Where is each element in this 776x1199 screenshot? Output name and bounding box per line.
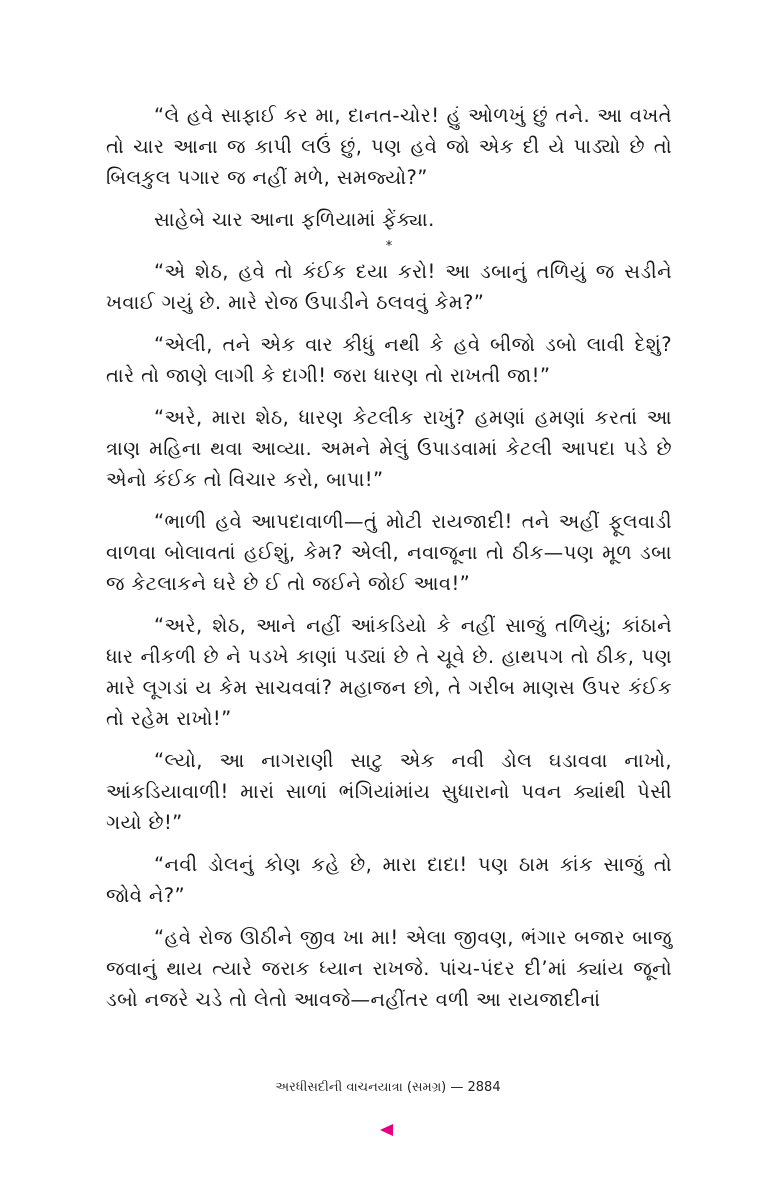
paragraph: સાહેબે ચાર આના ફળિયામાં ફેંક્યા.: [154, 208, 435, 231]
paragraph: “એલી, તને એક વાર કીધું નથી કે હવે બીજો ડબો લાવી દેશું? તારે તો જાણે લાગી કે દાગી! જરા ધારણ તો રાખતી જા!”: [106, 333, 672, 387]
page-footer: અરધીસદીની વાચનયાત્રા (સમગ્ર) — 2884: [275, 1080, 501, 1095]
section-separator: *: [385, 239, 393, 254]
paragraph: “એ શેઠ, હવે તો કંઈક દયા કરો! આ ડબાનું તળિયું જ સડીને ખવાઈ ગયું છે. મારે રોજ ઉપાડીને ઠલવવું કેમ?”: [106, 260, 672, 314]
body-text: [106, 100, 672, 1026]
paragraph: “હવે રોજ ઊઠીને જીવ ખા મા! એલા જીવણ, ભંગાર બજાર બાજુ જવાનું થાય ત્યારે જરાક ધ્યાન રાખજે. પાંચ-પંદર દી’માં ક્યાંય જૂનો ડબો નજરે ચડે તો લેતો આવજે—નહીંતર વળી આ રાયજાદીનાં: [106, 926, 672, 1011]
paragraph: “લે હવે સાફાઈ કર મા, દાનત-ચોર! હું ઓળખું છું તને. આ વખતે તો ચાર આના જ કાપી લઉં છું, પણ હવે જો એક દી યે પાડ્યો છે તો બિલકુલ પગાર જ નહીં મળે, સમજ્યો?”: [106, 104, 672, 189]
paragraph: “નવી ડોલનું કોણ કહે છે, મારા દાદા! પણ ઠામ કાંક સાજું તો જોવે ને?”: [106, 853, 672, 907]
paragraph: “અરે, મારા શેઠ, ધારણ કેટલીક રાખું? હમણાં હમણાં કરતાં આ ત્રાણ મહિના થવા આવ્યા. અમને મેલું ઉપાડવામાં કેટલી આપદા પડે છે એનો કંઈક તો વિચાર કરો, બાપા!”: [106, 406, 672, 491]
paragraph: “અરે, શેઠ, આને નહીં આંકડિયો કે નહીં સાજું તળિયું; કાંઠાને ધાર નીકળી છે ને પડખે કાણાં પડ્યાં છે તે ચૂવે છે. હાથપગ તો ઠીક, પણ મારે લૂગડાં ય કેમ સાચવવાં? મહાજન છો, તે ગરીબ માણસ ઉપર કંઈક તો રહેમ રાખો!”: [106, 614, 672, 730]
paragraph: “ભાળી હવે આપદાવાળી—તું મોટી રાયજાદી! તને અહીં ફૂલવાડી વાળવા બોલાવતાં હઈશું, કેમ? એલી, નવાજૂના તો ઠીક—પણ મૂળ ડબા જ કેટલાકને ઘરે છે ઈ તો જઈને જોઈ આવ!”: [106, 510, 672, 595]
previous-page-arrow-icon[interactable]: [378, 1122, 398, 1142]
paragraph: “લ્યો, આ નાગરાણી સાટુ એક નવી ડોલ ઘડાવવા નાખો, આંકડિયાવાળી! મારાં સાળાં ભંગિયાંમાંય સુધારાનો પવન ક્યાંથી પેસી ગયો છે!”: [106, 749, 672, 834]
